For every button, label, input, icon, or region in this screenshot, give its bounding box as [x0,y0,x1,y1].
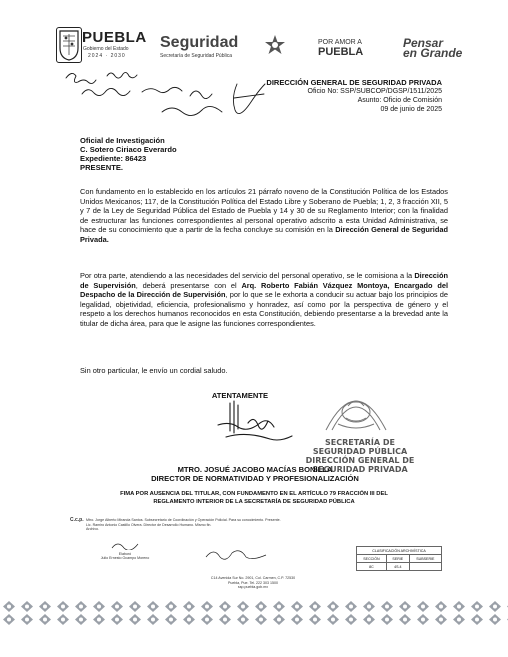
puebla-shield-icon [56,27,82,63]
police-star-icon [263,34,287,58]
firma-ausencia-note [86,491,422,506]
body-paragraph-2-a: Por otra parte, atendiendo a las necesidades del servicio del personal operativo, se le comisiona a la [80,271,415,280]
logo-seguridad: Seguridad [160,34,239,51]
stamp-line-4: SEGURIDAD PRIVADA [312,465,408,474]
recipient-role: Oficial de Investigación [80,136,165,145]
logo-puebla-subtitle: Gobierno del Estado [83,46,129,52]
document-date: 09 de junio de 2025 [380,106,442,113]
ccp-label: C.c.p. [70,517,84,523]
firma-note-line-2: REGLAMENTO INTERIOR DE LA SECRETARÍA DE SEGURIDAD PÚBLICA [153,498,355,505]
logo-puebla-years: 2024 · 2030 [88,53,126,59]
logo-seguridad-subtitle: Secretaría de Seguridad Pública [160,53,232,59]
logo-por-amor-line2: PUEBLA [318,46,364,58]
recipient-name: C. Sotero Ciriaco Everardo [80,145,177,154]
classification-val-seccion: 8C [357,563,387,571]
logo-por-amor-line1: POR AMOR A [318,39,362,46]
body-paragraph-1-bold: Dirección General de Seguridad Privada. [80,225,448,244]
recipient-block [80,136,177,172]
logo-puebla: PUEBLA [82,29,147,46]
signatory-name: MTRO. JOSUÉ JACOBO MACÍAS BONILLA [177,465,333,474]
body-closing [80,366,448,376]
body-paragraph-2-d: Arq. Roberto Fabián Vázquez Montoya, Encargado del Despacho de la Dirección de Supervisión [80,280,449,300]
elaboro-block [90,540,160,561]
body-closing-text: Sin otro particular, le envío un cordial saludo. [80,366,228,375]
reviewed-initials [202,545,272,563]
stamp-line-2: SEGURIDAD PÚBLICA [312,447,408,456]
document-meta [182,78,442,114]
ccp-line-1: Mtro. Jorge Alberto Miranda Santos. Subsecretario de Coordinación y Operación Policial. Para su conocimiento. Presente. [86,518,281,522]
atentamente-label: ATENTAMENTE [211,391,269,400]
logo-por-amor [318,39,363,58]
classification-col-subserie: SUBSERIE [409,555,441,563]
stamp-line-1: SECRETARÍA DE [325,438,395,447]
classification-col-seccion: SECCIÓN [357,555,387,563]
signatory-title: DIRECTOR DE NORMATIVIDAD Y PROFESIONALIZACIÓN [151,474,359,483]
asunto: Asunto: Oficio de Comisión [357,97,442,104]
body-paragraph-1-text: Con fundamento en lo establecido en los artículos 21 párrafo noveno de la Constitución Política de los Estados Unidos Mexicanos; 117, de la Constitución Política del Estado Libre y Soberano de Puebla; 1, 2, 3 fracción XII, 5 y 7 de la Ley de Seguridad Pública del Estado de Puebla y 14 y 30 de su Reglamento Interior; con la finalidad de estructurar las funciones correspondientes al personal operativo adscrito a esta Unidad Administrativa, se hace de su conocimiento que a partir de la fecha concluye su comisión en la [80,187,448,235]
stamp-line-3: DIRECCIÓN GENERAL DE [305,456,415,465]
coat-of-arms-seal [318,378,394,438]
logo-pensar-line1: Pensar [403,36,444,50]
body-paragraph-2 [80,271,448,329]
oficio-number: Oficio No: SSP/SUBCOP/DGSP/1511/2025 [307,88,442,95]
ccp-line-2: Lic. Ramiro Antonio Castillo Olvera. Director de Desarrollo Humano. Mismo fin. [86,522,212,527]
recipient-presente: PRESENTE. [80,163,124,172]
footer-address [178,576,328,590]
recipient-expediente: Expediente: 86423 [80,154,147,163]
footer-line-2: Puebla, Pue. Tel. 222 303 1500 [227,580,279,585]
classification-val-serie: 4S.4 [386,563,409,571]
footer-line-3: ssp.puebla.gob.mx [237,585,269,589]
ccp-line-3: Archivo. [86,527,99,531]
footer-line-1: C14 Avenida Sur No. 2901, Col. Carmen, C.P. 72530 [210,576,296,580]
body-paragraph-2-e: , por lo que se le exhorta a conducir su actuar bajo los principios de legalidad, objetividad, eficiencia, profesionalismo y honradez, así como por la perspectiva de género y el respeto a los derechos humanos reconocidos en esta Constitución, debiendo presentarse a la brevedad ante la titular de dicha área, para que le asigne las funciones correspondientes. [80,290,449,328]
firma-note-line-1: FIMA POR AUSENCIA DEL TITULAR, CON FUNDAMENTO EN EL ARTÍCULO 79 FRACCIÓN III DEL [120,491,388,497]
body-paragraph-2-c: , deberá presentarse con el [135,280,242,290]
elaboro-label: Elaboró [118,551,132,556]
body-paragraph-1 [80,187,448,245]
logo-pensar-en-grande [403,38,462,58]
classification-val-subserie [409,563,441,571]
ccp-block [86,518,386,532]
signatory-block [110,465,400,483]
logo-pensar-line2: en Grande [403,46,463,60]
classification-table [356,546,442,571]
classification-col-serie: SERIE [386,555,409,563]
body-paragraph-2-b: Dirección de Supervisión [80,271,448,290]
direction-heading: DIRECCIÓN GENERAL DE SEGURIDAD PRIVADA [266,78,442,87]
decorative-pattern-band [0,600,508,626]
classification-header: CLASIFICACIÓN ARCHIVÍSTICA [357,547,442,555]
handwritten-signature [208,395,298,455]
elaboro-name: Julio Ernesto Ocampo Moreno [100,556,150,560]
elaboro-initials [110,540,140,550]
